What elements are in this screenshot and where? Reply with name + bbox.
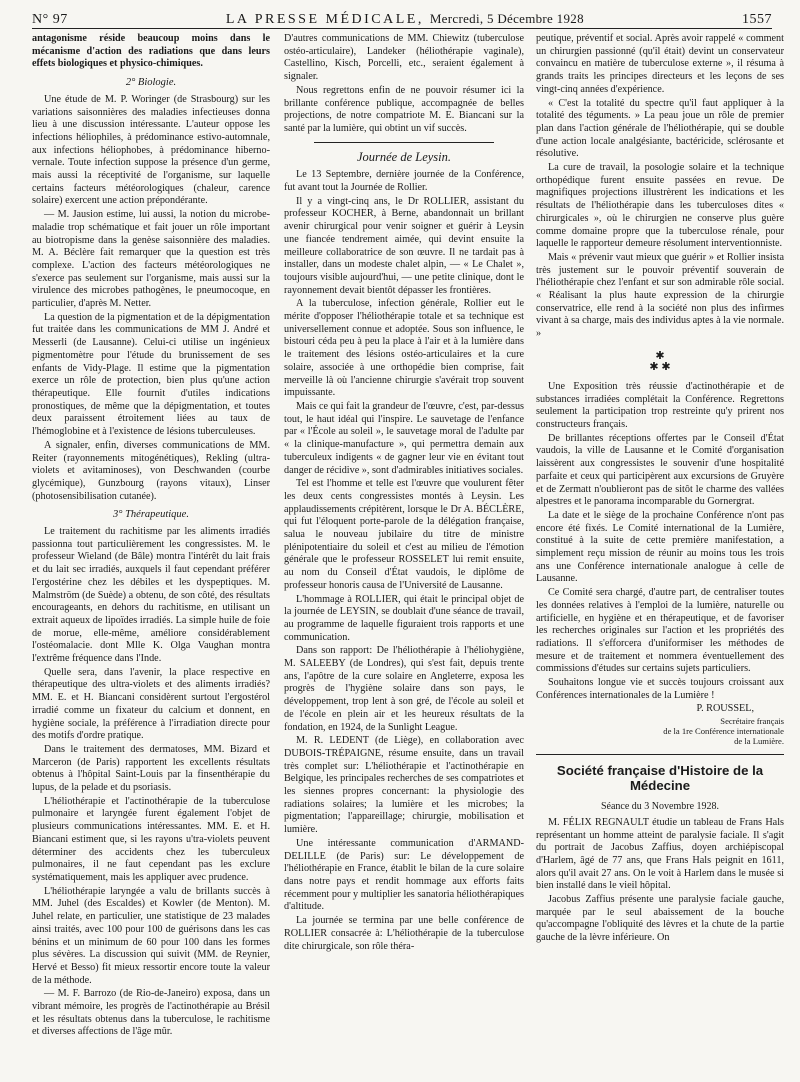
paragraph: A la tuberculose, infection générale, Rollier eut le mérite d'opposer l'héliothérapie totale et sa technique est universellement connue et adoptée. Sous son influence, le bistouri céda peu à peu la place à l'air et à la lumière dans le traitement des lésions ostéo-articulaires et la cure solaire, associée à une orthopédie bien comprise, fait merveille là où l'ancienne chirurgie s'avérait trop souvent impuissante. [284, 298, 524, 399]
paragraph: La cure de travail, la posologie solaire et la technique orthopédique furent ensuite passées en revue. De magnifiques projections illustrèrent les indications et les résultats de l'héliothérapie dans les tuberculoses dites « chirurgicales », où le chirurgien ne conserve plus guère comme domaine propre que la tuberculose rénale, pour laquelle le rapporteur demeure résolument interventionniste. [536, 162, 784, 250]
paragraph: A signaler, enfin, diverses communications de MM. Reiter (rayonnements mitogénétiques), Rekling (ultra-violets et avitaminoses), von Deschwanden (courbe glycémique), Gunzbourg (rayons vitaux), Linser (photosensibilisation cutanée). [32, 439, 270, 502]
article-columns [32, 33, 784, 1076]
asterism-divider: ✱ ✱ ✱ [649, 349, 671, 373]
paragraph: M. R. LEDENT (de Liège), en collaboration avec DUBOIS-TRÉPAIGNE, résume ensuite, dans un travail très complet sur: L'héliothérapie et l'actinothérapie en Belgique, les principales recherches de ses compatriotes et les siennes propres concernant: la physiologie des radiations solaires; la lumière et les microbes; la pigmentation; l'appareillage; chirurgie, mobilisation et lumière. [284, 735, 524, 836]
paragraph: M. FÉLIX REGNAULT étudie un tableau de Frans Hals représentant un homme atteint de paralysie faciale. Il s'agit du portrait de Jacobus Zaffius, doyen archiépiscopal d'Harlem, âgé de 77 ans, que Frans Hals peignit en 1611, alors qu'il avait 27 ans. On le voit à Harlem dans le musée si bien installé dans le vieil hôpital. [536, 816, 784, 892]
paragraph: Mais ce qui fait la grandeur de l'œuvre, c'est, par-dessus tout, le haut idéal qui l'inspire. Le sauvetage de l'enfance par « l'École au soleil », le sauvetage moral de l'adulte par « la clinique-manufacture », qui permettra demain aux tuberculeux indigents « de gagner leur vie en évitant tout danger de récidive », sont d'admirables initiatives sociales. [284, 400, 524, 476]
paragraph: Dans son rapport: De l'héliothérapie à l'héliohygiène, M. SALEEBY (de Londres), qui s'est fait, depuis trente ans, l'apôtre de la cure solaire en Angleterre, exposa les progrès de l'hygiène solaire dans son pays, le développement, trop lent à son gré, de l'école au soleil et de l'école en plein air et les heureux résultats de la fondation, en 1924, de la Sunlight League. [284, 645, 524, 733]
paragraph: Dans le traitement des dermatoses, MM. Bizard et Marceron (de Paris) rapportent les excellents résultats obtenus à l'hôpital Saint-Louis par la finsenthérapie du lupus, de la pelade et du psoriasis. [32, 743, 270, 794]
paragraph: Une Exposition très réussie d'actinothérapie et de substances irradiées complétait la Conférence. Regrettons seulement la participation trop restreinte qu'y prirent nos constructeurs français. [536, 380, 784, 430]
paragraph: Ce Comité sera chargé, d'autre part, de centraliser toutes les données relatives à l'emploi de la lumière, naturelle ou artificielle, en hygiène et en thérapeutique, et de favoriser les recherches originales sur l'action et les propriétés des radiations. Il s'efforcera d'uniformiser les méthodes de mesure et de traitement et nommera éventuellement des commissions d'études sur certains sujets particuliers. [536, 587, 784, 675]
issue-date: Mercredi, 5 Décembre 1928 [429, 11, 584, 26]
paragraph: L'héliothérapie laryngée a valu de brillants succès à MM. Juhel (des Escaldes) et Kowler (de Menton). M. Juhel relate, en particulier, une statistique de 23 malades ainsi traités, avec 100 pour 100 de guérisons dans les cas bénins et un minimum de 60 pour 100 dans les formes plus sévères. La discussion qui suivit (MM. de Reynier, Hervé et Besso) fit mieux ressortir encore toute la valeur de la méthode. [32, 885, 270, 986]
paragraph: Il y a vingt-cinq ans, le Dr ROLLIER, assistant du professeur KOCHER, à Berne, abandonnait un brillant avenir chirurgical pour venir soigner et guérir à Leysin une fiancée tendrement aimée, qui devint ensuite la meilleure collaboratrice de son œuvre. Il ne tardait pas à installer, dans un modeste chalet alpin, — « Le Chalet », toujours visible aujourd'hui, — une petite clinique, dont le rayonnement devait bientôt dépasser les frontières. [284, 195, 524, 296]
meeting-date: Séance du 3 Novembre 1928. [600, 801, 720, 813]
section-heading: 3° Thérapeutique. [113, 509, 189, 521]
paragraph: L'héliothérapie et l'actinothérapie de la tuberculose pulmonaire et laryngée furent également l'objet de plusieurs communications intéressantes. MM. E. et H. Biancani estiment que, si les rayons u'tra-violets peuvent déterminer des accidents chez les tuberculeux pulmonaires, il ne faut cependant pas les exclure systématiquement, mais les appliquer avec prudence. [32, 795, 270, 883]
society-title: Société française d'Histoire de la Médecine [556, 763, 764, 794]
paragraph: — M. Jausion estime, lui aussi, la notion du microbe-maladie trop schématique et fait jouer un rôle important au biotropisme dans la genèse saisonnière des maladies. M. A. Béclère fait remarquer que la question est très complexe. L'action des facteurs météorologiques ne s'exerce pas seulement sur l'organisme, mais aussi sur la virulence des microbes pathogènes, le pneumocoque, en particulier, d'après M. Netter. [32, 209, 270, 310]
paragraph: Le traitement du rachitisme par les aliments irradiés passionna tout particulièrement les congressistes. M. le professeur Wieland (de Bâle) montra l'intérêt du lait frais et du lait sec irradiés, auxquels il faut cependant préférer l'ergostérine chez les débiles et les dyspeptiques. M. Malmström (de Suède) a obtenu, de son côté, des résultats encourageants, en dehors du rachitisme, en utilisant un extrait aqueux de lipoïdes irradiés. La simple huile de foie de morue, elle-même, améliore considérablement l'ostéomalacie. dont Mlle K. Olga Vaughan montra l'extrême fréquence dans l'Inde. [32, 526, 270, 665]
paragraph: La question de la pigmentation et de la dépigmentation fut traitée dans les communications de MM J. André et Messerli (de Lausanne). Celui-ci utilise un ingénieux pigmentomètre pour l'étude du brunissement de ses enfants de Vidy-Plage. Il estime que la pigmentation exerce un rôle de protection, bien plus qu'une action thérapeutique. Elle fournit d'utiles indications pronostiques, de même que la dépigmentation, et toutes deux paraissent étroitement liées au taux de l'hémoglobine et à l'existence de lésions tuberculeuses. [32, 311, 270, 438]
paragraph: Nous regrettons enfin de ne pouvoir résumer ici la brillante conférence publique, accompagnée de belles projections, de notre compatriote M. E. Biancani sur la santé par la lumière, qui obtint un vif succès. [284, 84, 524, 134]
section-title: Journée de Leysin. [356, 149, 452, 164]
paragraph: La date et le siège de la prochaine Conférence n'ont pas encore été fixés. Le Comité international de la Lumière, constitué à la suite de cette première manifestation, a simplement reçu mission de réunir au moins tous les trois ans une Conférence internationale analogue à celle de Lausanne. [536, 509, 784, 585]
paragraph: Une étude de M. P. Woringer (de Strasbourg) sur les variations saisonnières des maladies infectieuses donna lieu à une discussion intéressante. L'auteur oppose les infections héliophiles, à prédominance estivo-automnale, aux infections héliophobes, à prédominance hiberno-vernale. Toute infection suppose la présence d'un germe, mais aussi la réceptivité de l'organisme, sur laquelle certains facteurs météorologiques (chaleur, carence solaire) exercent une action prépondérante. [32, 93, 270, 207]
signature-role: Secrétaire français [720, 716, 784, 727]
paragraph: L'hommage à ROLLIER, qui était le principal objet de la journée de LEYSIN, se doublait d'une séance de travail, au programme de laquelle figuraient trois rapports et une communication. [284, 593, 524, 643]
author-signature [536, 703, 784, 746]
column-1 [32, 33, 270, 1076]
signature-role: de la Lumière. [734, 736, 784, 747]
page-number: 1557 [741, 12, 772, 27]
paragraph: « C'est la totalité du spectre qu'il faut appliquer à la totalité des téguments. » La peau joue un rôle de premier plan dans l'action générale de l'héliothérapie, qui se double d'une action locale analgésiante, bactéricide, sclérosante et résolutive. [536, 97, 784, 160]
column-3 [536, 33, 784, 1076]
signature-role: de la 1re Conférence internationale [663, 726, 784, 737]
page-header [32, 6, 772, 29]
paragraph: antagonisme réside beaucoup moins dans le mécanisme d'action des radiations que dans leurs effets biologiques et physico-chimiques. [32, 33, 270, 70]
paragraph: La journée se termina par une belle conférence de ROLLIER consacrée à: L'héliothérapie de la tuberculose dite chirurgicale, son rôle théra- [284, 915, 524, 952]
paragraph: Jacobus Zaffius présente une paralysie faciale gauche, marquée par le seul abaissement de la bouche qu'accompagne l'obliquité des lèvres et la chute de la partie gauche de la lèvre inférieure. On [536, 894, 784, 944]
paragraph: Le 13 Septembre, dernière journée de la Conférence, fut avant tout la Journée de Rollier. [284, 169, 524, 194]
paragraph: De brillantes réceptions offertes par le Conseil d'État vaudois, la ville de Lausanne et le Comité d'organisation laissèrent aux congressistes le souvenir d'une hospitalité parfaite et ceux qui participèrent aux excursions de Gruyère et de Zermatt n'oublieront pas de sitôt le charme des vallées alpestres et le panorama incomparable du Gornergrat. [536, 432, 784, 508]
signature-name: P. ROUSSEL, [696, 703, 754, 715]
journal-title: LA PRESSE MÉDICALE, [225, 12, 424, 27]
divider-rule [314, 142, 494, 143]
column-2 [284, 33, 524, 1076]
paragraph: Quelle sera, dans l'avenir, la place respective en thérapeutique des ultra-violets et des aliments irradiés? MM. E. et H. Biancani considèrent surtout l'ergostérol irradié comme un fixateur du calcium et donnent, en hygiène sociale, la préférence à l'irradiation directe pour des motifs d'ordre pratique. [32, 666, 270, 742]
section-heading: 2° Biologie. [125, 77, 177, 89]
paragraph: D'autres communications de MM. Chiewitz (tuberculose ostéo-articulaire), Landeker (héliothérapie vaginale), Castellino, Kisch, Porcelli, etc., seraient également à signaler. [284, 33, 524, 83]
paragraph: Mais « prévenir vaut mieux que guérir » et Rollier insista très justement sur le pouvoir préventif souverain de l'héliothérapie chez l'enfant et sur son admirable rôle social. « Réalisant la plus haute expression de la chirurgie conservatrice, elle rend à la société non plus des infirmes vivant à sa charge, mais des individus aptes à la vie normale. » [536, 251, 784, 340]
issue-number: N° 97 [32, 12, 68, 27]
paragraph: Souhaitons longue vie et succès toujours croissant aux Conférences internationales de la Lumière ! [536, 677, 784, 701]
paragraph: — M. F. Barrozo (de Rio-de-Janeiro) exposa, dans un vibrant mémoire, les progrès de l'actinothérapie au Brésil et les résultats obtenus dans la tuberculose, le rachitisme et diverses affections de l'âge mûr. [32, 988, 270, 1038]
section-rule [536, 754, 784, 755]
masthead [226, 11, 584, 28]
paragraph: Tel est l'homme et telle est l'œuvre que voulurent fêter les deux cents congressistes montés à Leysin. Les applaudissements crépitèrent, lorsque le Dr A. BÉCLÈRE, qui fut l'éloquent porte-parole de la délégation française, salua le nouveau jubilaire du titre de ministre plénipotentiaire du soleil et c'est au milieu de l'émotion générale que le professeur ROSSELET lui remit ensuite, au nom du Conseil d'État vaudois, le diplôme de professeur honoris causa de l'Université de Lausanne. [284, 478, 524, 591]
paragraph: Une intéressante communication d'ARMAND-DELILLE (de Paris) sur: Le développement de l'héliothérapie en France, établit le bilan de la cure solaire dans notre pays et rendit hommage aux efforts faits récemment pour y multiplier les sanatoria héliothérapiques d'altitude. [284, 837, 524, 913]
paragraph: peutique, préventif et social. Après avoir rappelé « comment un chirurgien passionné (qu'il était) devint un conservateur convaincu en matière de tuberculose externe », il résuma à grands traits les principes directeurs et les leçons de ses vingt-cinq années d'expérience. [536, 33, 784, 95]
